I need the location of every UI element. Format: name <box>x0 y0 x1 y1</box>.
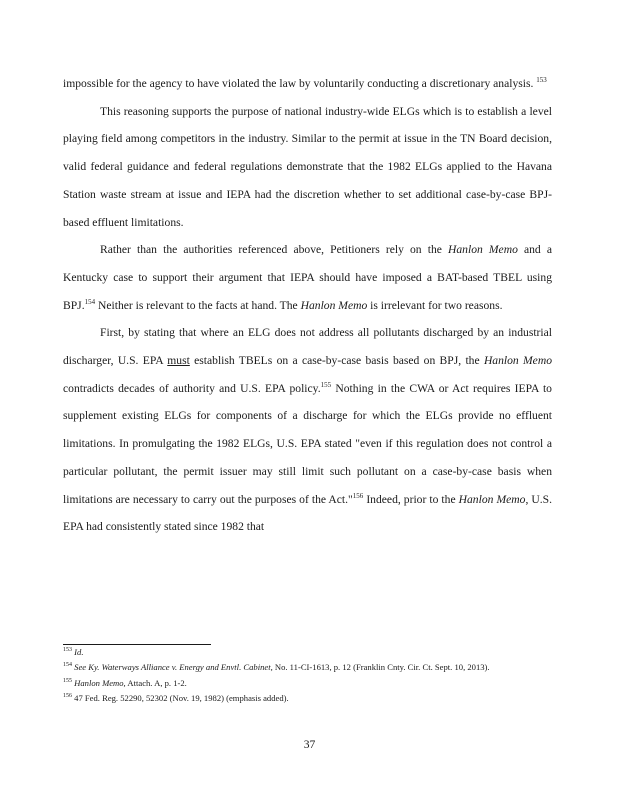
emphasis-must: must <box>167 354 190 368</box>
paragraph-2: This reasoning supports the purpose of national industry-wide ELGs which is to establish a level playing field among competitors in the industry. Similar to the permit at issue in the TN Board decision, valid federal guidance and federal regulations demonstrate that the 1982 ELGs applied to the Havana Station waste stream at issue and IEPA had the discretion whether to set additional case-by-case BPJ-based effluent limitations. <box>63 104 552 229</box>
paragraph-3: Rather than the authorities referenced above, Petitioners rely on the Hanlon Memo and a Kentucky case to support their argument that IEPA should have imposed a BAT-based TBEL using BPJ.$^{154}$ Neither is relevant to the facts at hand. The Hanlon Memo is irrelevant for two reasons. <box>63 243 552 312</box>
body-text <box>63 70 552 541</box>
hanlon-memo-ref: Hanlon Memo <box>300 298 368 312</box>
page-number: 37 <box>303 738 316 751</box>
footnote-ref-155[interactable]: 155 <box>320 380 332 389</box>
footnote-ref-153[interactable]: 153 <box>536 76 547 85</box>
hanlon-memo-ref: Hanlon Memo <box>458 492 526 506</box>
paragraph-4: First, by stating that where an ELG does not address all pollutants discharged by an industrial discharger, U.S. EPA must establish TBELs on a case-by-case basis based on BPJ, the Hanlon Memo contradicts decades of authority and U.S. EPA policy.$^{155}$ Nothing in the CWA or Act requires IEPA to supplement existing ELGs for components of a discharge for which the ELGs provide no effluent limitations. In promulgating the 1982 ELGs, U.S. EPA stated "even if this regulation does not control a particular pollutant, the permit issuer may still limit such pollutant on a case-by-case basis when limitations are necessary to carry out the purposes of the Act."$^{156}$ Indeed, prior to the Hanlon Memo, U.S. EPA had consistently stated since 1982 that <box>63 326 552 534</box>
footnote-ref-154[interactable]: 154 <box>84 297 96 306</box>
hanlon-memo-ref: Hanlon Memo <box>483 354 552 368</box>
footnote-156: $^{156}$ 47 Fed. Reg. 52290, 52302 (Nov. 19, 1982) (emphasis added). <box>63 693 289 704</box>
footnotes <box>63 647 552 709</box>
paragraph-1: impossible for the agency to have violated the law by voluntarily conducting a discretionary analysis. $^{153}$ <box>63 76 547 90</box>
footnote-153: $^{153}$ Id. <box>63 647 84 657</box>
footnote-154: $^{154}$ See Ky. Waterways Alliance v. Energy and Envtl. Cabinet, No. 11-CI-1613, p. 12 (Franklin Cnty. Cir. Ct. Sept. 10, 2013). <box>63 662 490 673</box>
footnote-ref-156[interactable]: 156 <box>352 491 364 500</box>
footnote-155: $^{155}$ Hanlon Memo, Attach. A, p. 1-2. <box>63 677 187 688</box>
hanlon-memo-ref: Hanlon Memo <box>448 243 518 257</box>
footnote-divider <box>63 644 211 645</box>
